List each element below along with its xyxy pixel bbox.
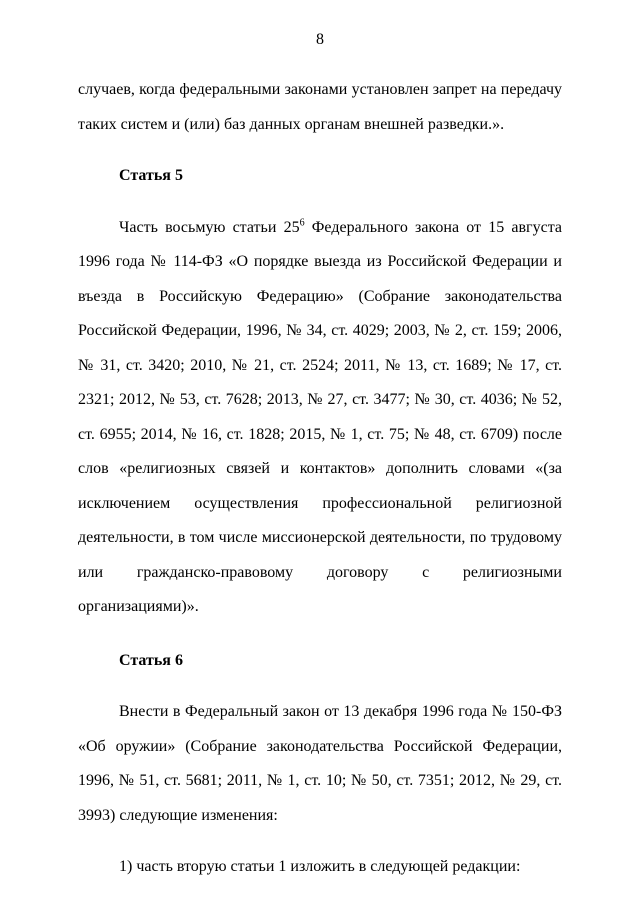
article-5-paragraph (78, 211, 562, 625)
article-5-heading: Статья 5 (119, 167, 183, 184)
article-6-item-1: 1) часть вторую статьи 1 изложить в следующей редакции: (119, 858, 521, 875)
article-5-intro: Часть восьмую статьи 25 (119, 218, 300, 236)
article-6-paragraph: Внести в Федеральный закон от 13 декабря 1996 года № 150-ФЗ «Об оружии» (Собрание законодательства Российской Федерации, 1996, № 51, ст. 5681; 2011, № 1, ст. 10; № 50, ст. 7351; 2012, № 29, ст. 3993) следующие изменения: (78, 703, 562, 824)
article-5-text: Федерального закона от 15 августа 1996 года № 114-ФЗ «О порядке выезда из Российской Федерации и въезда в Российскую Федерацию» (Собрание законодательства Российской Федерации, 1996, № 34, ст. 4029; 2003, № 2, ст. 159; 2006, № 31, ст. 3420; 2010, № 21, ст. 2524; 2011, № 13, ст. 1689; № 17, ст. 2321; 2012, № 53, ст. 7628; 2013, № 27, ст. 3477; № 30, ст. 4036; № 52, ст. 6955; 2014, № 16, ст. 1828; 2015, № 1, ст. 75; № 48, ст. 6709) после слов «религиозных связей и контактов» дополнить словами «(за исключением осуществления профессиональной религиозной деятельности, в том числе миссионерской деятельности, по трудовому или гражданско-правовому договору с религиозными организациями)». (78, 218, 562, 615)
article-6-heading: Статья 6 (119, 651, 183, 669)
document-body (78, 73, 562, 885)
article-number-superscript: 6 (299, 217, 305, 229)
continuation-paragraph: случаев, когда федеральными законами установлен запрет на передачу таких систем и (или) баз данных органам внешней разведки.». (78, 81, 562, 133)
page-number: 8 (316, 31, 324, 48)
